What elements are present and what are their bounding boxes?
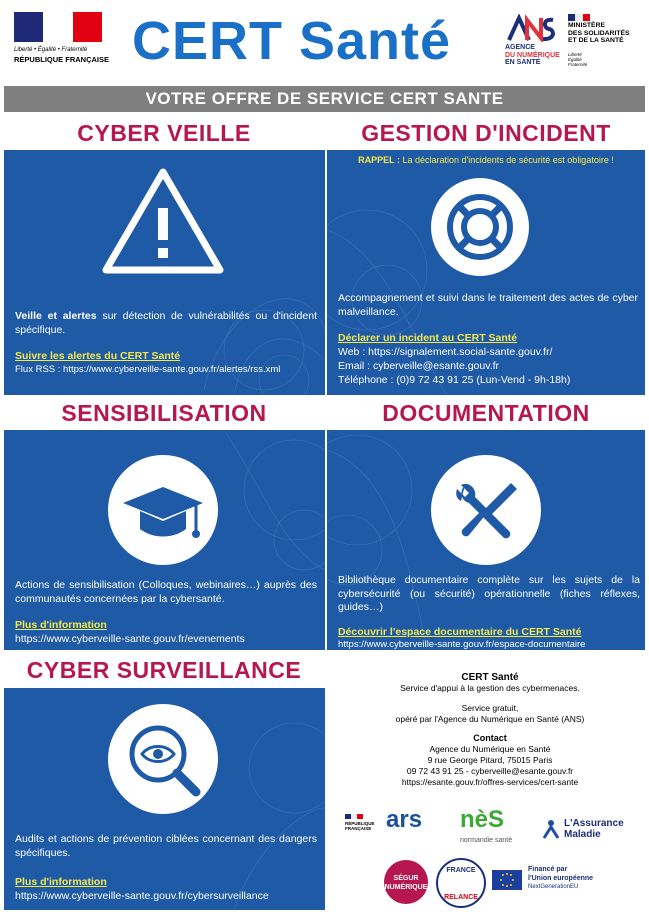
incident-declare-link[interactable]: Déclarer un incident au CERT Santé xyxy=(338,332,518,344)
eu-stars-icon xyxy=(492,870,522,890)
republique-francaise-logo xyxy=(10,10,110,75)
panel-cyber-veille xyxy=(4,150,325,395)
ministry-motto-1: Liberté xyxy=(568,52,582,57)
ans-line-1: AGENCE xyxy=(505,44,535,51)
surv-url[interactable]: https://www.cyberveille-sante.gouv.fr/cybersurveillance xyxy=(15,890,269,902)
rf-motto: Liberté • Égalité • Fraternité xyxy=(14,47,88,53)
section-title-documentation: DOCUMENTATION xyxy=(382,400,590,426)
ministry-flag-icon xyxy=(568,14,590,21)
doc-space-link[interactable]: Découvrir l'espace documentaire du CERT Santé xyxy=(338,626,582,638)
incident-reminder-bold: RAPPEL : xyxy=(358,155,400,165)
info-name: CERT Santé xyxy=(461,672,519,683)
incident-email[interactable]: Email : cyberveille@esante.gouv.fr xyxy=(338,360,500,372)
eu-line-1: Financé par xyxy=(528,866,568,873)
ministry-line-2: DES SOLIDARITÉS xyxy=(568,29,630,37)
ans-line-2: DU NUMÉRIQUE xyxy=(505,51,560,59)
veille-description xyxy=(15,310,317,337)
veille-description-rest: sur détection de vulnérabilités ou d'incident spécifique. xyxy=(15,310,317,336)
ministry-line-3: ET DE LA SANTÉ xyxy=(568,37,624,44)
panel-cyber-surveillance xyxy=(4,688,325,910)
rf-partner-text: RÉPUBLIQUE FRANÇAISE xyxy=(345,821,375,831)
relance-line-1: FRANCE xyxy=(446,867,476,874)
info-contact: Contact xyxy=(473,733,507,743)
info-free: Service gratuit, xyxy=(461,703,519,713)
info-desc: Service d'appui à la gestion des cybermenaces. xyxy=(400,683,580,693)
rf-partner-logo xyxy=(345,814,381,838)
panel-documentation xyxy=(327,430,645,650)
info-phone-mail[interactable]: 09 72 43 91 25 - cyberveille@esante.gouv.fr xyxy=(406,766,574,776)
surv-info-link[interactable]: Plus d'information xyxy=(15,876,107,888)
panel-sensibilisation xyxy=(4,430,325,650)
france-relance-logo xyxy=(436,858,486,908)
page-title: CERT Santé xyxy=(132,11,452,71)
panel-gestion-incident xyxy=(327,150,645,395)
warning-icon xyxy=(98,164,228,279)
lifebuoy-icon xyxy=(431,178,529,276)
ans-line-3: EN SANTÉ xyxy=(505,59,541,66)
relance-line-2: RELANCE xyxy=(444,894,478,901)
segur-numerique-logo xyxy=(384,860,428,904)
segur-line-2: NUMÉRIQUE xyxy=(384,884,428,891)
incident-description: Accompagnement et suivi dans le traitement des actes de cyber malveillance. xyxy=(338,292,638,318)
eye-search-icon xyxy=(108,704,218,814)
segur-line-1: SÉGUR xyxy=(393,875,419,882)
rf-partner-flag-icon xyxy=(345,814,363,819)
nes-subtitle: normandie santé xyxy=(460,837,513,844)
section-title-cyber-veille: CYBER VEILLE xyxy=(77,120,251,146)
ministry-line-1: MINISTÈRE xyxy=(568,22,606,29)
assurance-maladie-logo: L'Assurance Maladie xyxy=(564,818,624,840)
ministry-motto-2: Égalité xyxy=(568,57,582,62)
info-url[interactable]: https://esante.gouv.fr/offres-services/cert-sante xyxy=(401,777,579,787)
doc-description: Bibliothèque documentaire complète sur les sujets de la cybersécurité (ou sécurité) opérationnelle (fiches réflexes, guides…) xyxy=(338,574,640,613)
offer-banner: VOTRE OFFRE DE SERVICE CERT SANTE xyxy=(4,86,645,112)
eu-line-3: NextGenerationEU xyxy=(528,884,579,890)
eu-funding-logo xyxy=(528,866,593,892)
ars-logo: ars xyxy=(386,806,423,833)
info-addr1: Agence du Numérique en Santé xyxy=(429,744,551,754)
tools-icon xyxy=(431,455,541,565)
eu-flag-icon xyxy=(492,870,522,890)
marianne-flag-icon xyxy=(14,12,102,42)
info-operated: opéré par l'Agence du Numérique en Santé (ANS) xyxy=(395,714,585,724)
incident-phone: Téléphone : (0)9 72 43 91 25 (Lun-Vend - 9h-18h) xyxy=(338,374,571,386)
section-title-gestion-incident: GESTION D'INCIDENT xyxy=(361,120,611,146)
surv-description: Audits et actions de prévention ciblées concernant des dangers spécifiques. xyxy=(15,833,317,859)
graduation-cap-icon xyxy=(108,455,218,565)
incident-reminder xyxy=(327,155,645,165)
section-title-cyber-surveillance: CYBER SURVEILLANCE xyxy=(26,657,302,683)
veille-rss-url[interactable]: Flux RSS : https://www.cyberveille-sante.gouv.fr/alertes/rss.xml xyxy=(15,364,281,375)
eu-line-2: l'Union européenne xyxy=(528,874,594,882)
incident-reminder-rest: La déclaration d'incidents de sécurité est obligatoire ! xyxy=(399,155,614,165)
ans-logo xyxy=(505,14,565,74)
veille-alerts-link[interactable]: Suivre les alertes du CERT Santé xyxy=(15,350,181,362)
sensib-description: Actions de sensibilisation (Colloques, webinaires…) auprès des communautés concernées par la cybersanté. xyxy=(15,579,317,605)
ans-mark-icon xyxy=(505,14,555,42)
ministry-logo xyxy=(568,14,648,74)
rf-name: RÉPUBLIQUE FRANÇAISE xyxy=(14,55,110,64)
sensib-info-link[interactable]: Plus d'information xyxy=(15,619,107,631)
section-title-sensibilisation: SENSIBILISATION xyxy=(61,400,267,426)
nes-logo: nèS xyxy=(460,806,505,833)
sensib-url[interactable]: https://www.cyberveille-sante.gouv.fr/evenements xyxy=(15,633,245,645)
info-addr2: 9 rue George Pitard, 75015 Paris xyxy=(427,755,553,765)
assurance-maladie-icon xyxy=(540,818,562,840)
veille-description-bold: Veille et alertes xyxy=(15,310,97,322)
doc-url[interactable]: https://www.cyberveille-sante.gouv.fr/espace-documentaire xyxy=(338,639,586,650)
cert-info-block xyxy=(340,672,640,788)
incident-web[interactable]: Web : https://signalement.social-sante.gouv.fr/ xyxy=(338,346,553,358)
ministry-motto-3: Fraternité xyxy=(568,62,588,67)
